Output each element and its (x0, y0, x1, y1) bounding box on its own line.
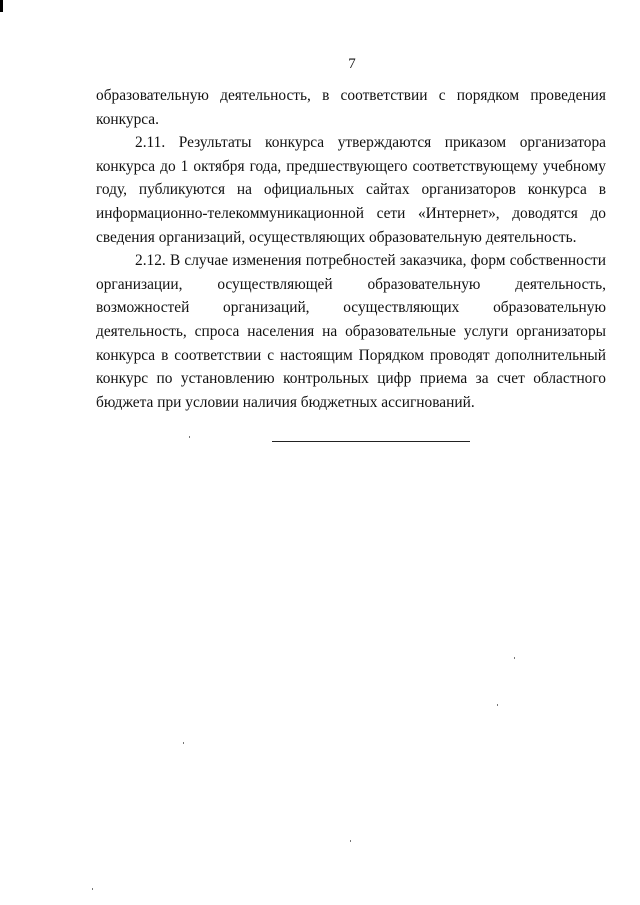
scan-speck (183, 742, 184, 744)
scan-speck (92, 888, 93, 890)
scan-speck (497, 704, 498, 706)
paragraph-continuation: образовательную деятельность, в соответствии с порядком проведения конкурса. (96, 87, 606, 128)
scan-corner-mark (0, 0, 3, 12)
document-body (96, 84, 606, 414)
scan-speck (350, 840, 351, 842)
paragraph-2-12: 2.12. В случае изменения потребностей заказчика, форм собственности организации, осуществляющей образовательную деятельность, возможностей организаций, осуществляющих образовательную деятельность, спроса населения на образовательные услуги организаторы конкурса в соответствии с настоящим Порядком проводят дополнительный конкурс по установлению контрольных цифр приема за счет областного бюджета при условии наличия бюджетных ассигнований. (96, 252, 606, 411)
scan-speck (514, 657, 515, 659)
paragraph-2-11: 2.11. Результаты конкурса утверждаются приказом организатора конкурса до 1 октября года, предшествующего соответствующему учебному году, публикуются на официальных сайтах организаторов конкурса в информационно-телекоммуникационной сети «Интернет», доводятся до сведения организаций, осуществляющих образовательную деятельность. (96, 134, 606, 246)
end-of-text-rule (272, 441, 470, 442)
scan-speck (189, 436, 190, 438)
page-number: 7 (348, 56, 356, 72)
